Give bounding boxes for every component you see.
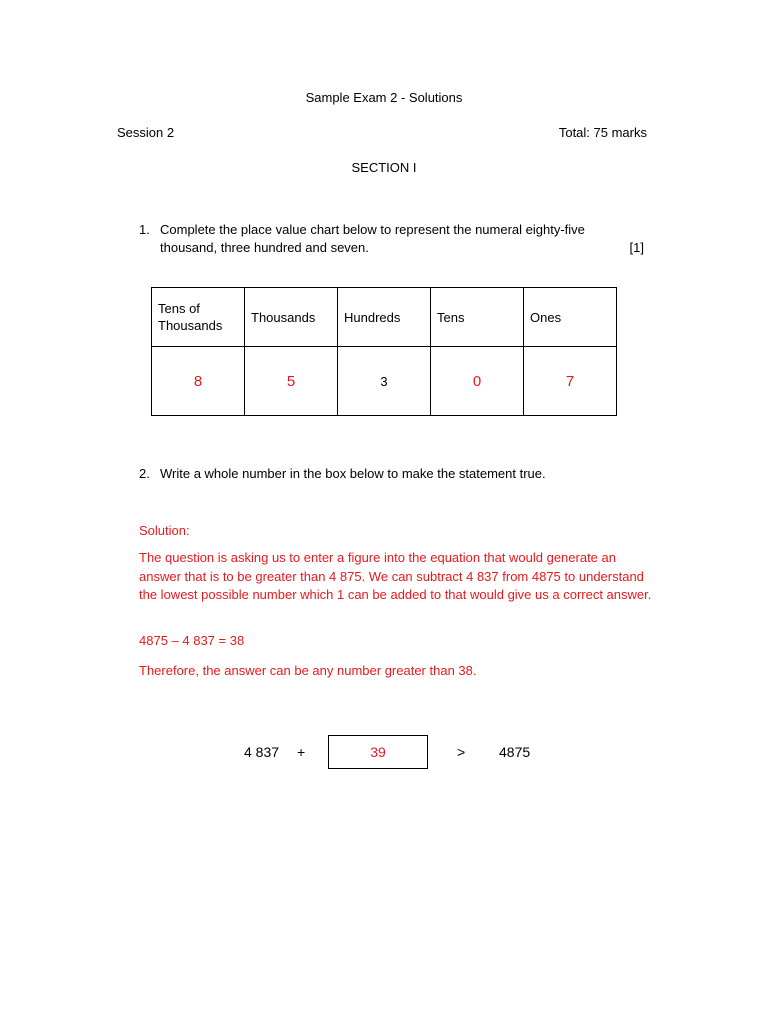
value-tens: 0 [431, 347, 524, 416]
question-2-text: Write a whole number in the box below to make the statement true. [160, 466, 546, 481]
question-1-line-2: thousand, three hundred and seven. [160, 240, 369, 255]
question-1-line-1: Complete the place value chart below to represent the numeral eighty-five [160, 222, 585, 237]
section-heading: SECTION I [351, 160, 417, 175]
equation-greater-than: > [457, 744, 466, 760]
equation-plus-sign: + [297, 744, 306, 760]
question-2-number: 2. [139, 466, 150, 481]
place-value-table [151, 287, 617, 416]
header-tens-of-thousands: Tens of Thousands [152, 288, 245, 347]
value-hundreds: 3 [338, 347, 431, 416]
solution-calculation: 4875 – 4 837 = 38 [139, 633, 245, 648]
solution-conclusion: Therefore, the answer can be any number greater than 38. [139, 663, 477, 678]
answer-box: 39 [328, 735, 428, 769]
solution-label: Solution: [139, 523, 190, 538]
question-1-marks: [1] [629, 240, 644, 255]
question-1-number: 1. [139, 222, 150, 237]
place-value-header-row [152, 288, 617, 347]
session-label: Session 2 [117, 125, 175, 140]
solution-paragraph: The question is asking us to enter a figure into the equation that would generate an answer that is to be greater than 4 875. We can subtract 4 837 from 4875 to understand the lowest possible number which 1 can be added to that would give us a correct answer. [139, 550, 652, 602]
value-tens-of-thousands: 8 [152, 347, 245, 416]
equation-left-operand: 4 837 [244, 744, 280, 760]
header-ones: Ones [524, 288, 617, 347]
header-tens: Tens [431, 288, 524, 347]
total-marks: Total: 75 marks [558, 125, 647, 140]
place-value-values-row [152, 347, 617, 416]
value-thousands: 5 [245, 347, 338, 416]
value-ones: 7 [524, 347, 617, 416]
header-thousands: Thousands [245, 288, 338, 347]
page-title: Sample Exam 2 - Solutions [305, 90, 463, 105]
header-hundreds: Hundreds [338, 288, 431, 347]
equation-right-operand: 4875 [499, 744, 531, 760]
